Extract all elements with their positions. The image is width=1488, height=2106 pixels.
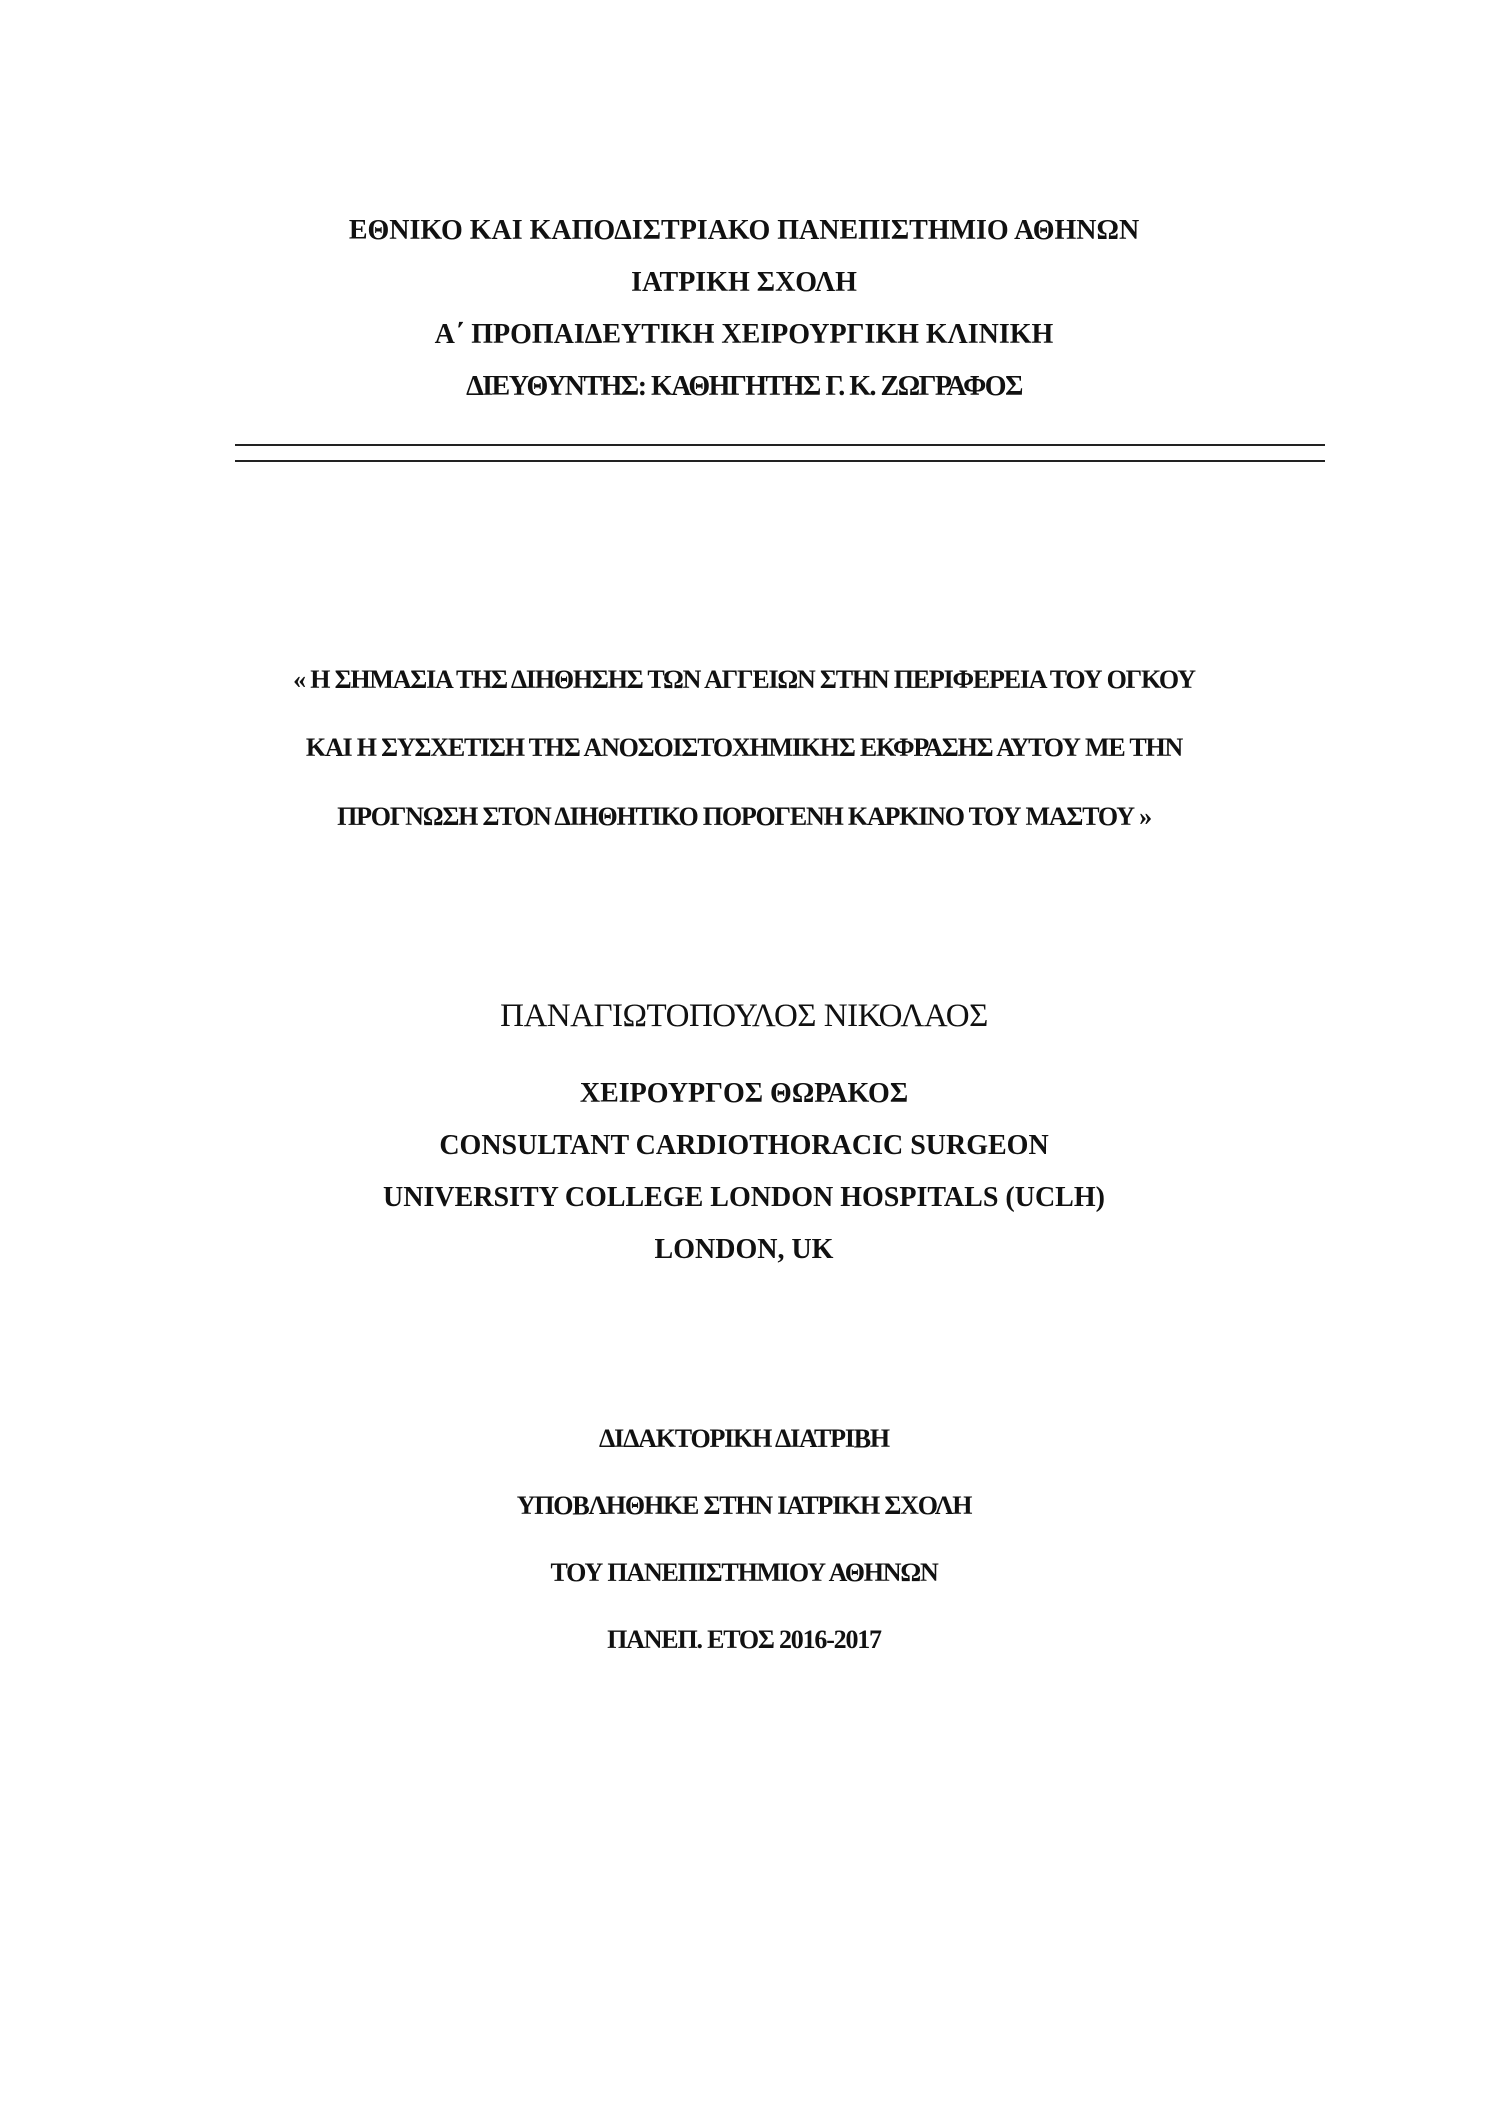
thesis-title-line-2: ΚΑΙ Η ΣΥΣΧΕΤΙΣΗ ΤΗΣ ΑΝΟΣΟΙΣΤΟΧΗΜΙΚΗΣ ΕΚΦΡΑΣΗΣ ΑΥΤΟΥ ΜΕ ΤΗΝ bbox=[305, 733, 1183, 762]
thesis-title-line-3: ΠΡΟΓΝΩΣΗ ΣΤΟΝ ΔΙΗΘΗΤΙΚΟ ΠΟΡΟΓΕΝΗ ΚΑΡΚΙΝΟ ΤΟΥ ΜΑΣΤΟΥ » bbox=[337, 802, 1151, 831]
thesis-type: ΔΙΔΑΚΤΟΡΙΚΗ ΔΙΑΤΡΙΒΗ bbox=[599, 1424, 889, 1453]
author-location: LONDON, UK bbox=[654, 1234, 834, 1265]
director-line: ΔΙΕΥΘΥΝΤΗΣ: ΚΑΘΗΓΗΤΗΣ Γ. Κ. ΖΩΓΡΑΦΟΣ bbox=[466, 371, 1022, 402]
school-name: ΙΑΤΡΙΚΗ ΣΧΟΛΗ bbox=[631, 267, 857, 298]
author-position-english: CONSULTANT CARDIOTHORACIC SURGEON bbox=[439, 1130, 1049, 1161]
thesis-university: ΤΟΥ ΠΑΝΕΠΙΣΤΗΜΙΟΥ ΑΘΗΝΩΝ bbox=[550, 1558, 938, 1587]
thesis-academic-year: ΠΑΝΕΠ. ΕΤΟΣ 2016-2017 bbox=[607, 1625, 881, 1654]
author-position-greek: ΧΕΙΡΟΥΡΓΟΣ ΘΩΡΑΚΟΣ bbox=[579, 1078, 909, 1109]
divider-rule-bottom bbox=[235, 460, 1325, 462]
university-name: ΕΘΝΙΚΟ ΚΑΙ ΚΑΠΟΔΙΣΤΡΙΑΚΟ ΠΑΝΕΠΙΣΤΗΜΙΟ ΑΘΗΝΩΝ bbox=[348, 215, 1140, 246]
divider-rule-top bbox=[235, 444, 1325, 446]
thesis-title-line-1: « Η ΣΗΜΑΣΙΑ ΤΗΣ ΔΙΗΘΗΣΗΣ ΤΩΝ ΑΓΓΕΙΩΝ ΣΤΗΝ ΠΕΡΙΦΕΡΕΙΑ ΤΟΥ ΟΓΚΟΥ bbox=[293, 665, 1195, 694]
clinic-name: Α΄ ΠΡΟΠΑΙΔΕΥΤΙΚΗ ΧΕΙΡΟΥΡΓΙΚΗ ΚΛΙΝΙΚΗ bbox=[434, 319, 1054, 350]
author-hospital: UNIVERSITY COLLEGE LONDON HOSPITALS (UCLH) bbox=[383, 1182, 1105, 1213]
author-name: ΠΑΝΑΓΙΩΤΟΠΟΥΛΟΣ ΝΙΚΟΛΑΟΣ bbox=[500, 998, 988, 1034]
thesis-submitted: ΥΠΟΒΛΗΘΗΚΕ ΣΤΗΝ ΙΑΤΡΙΚΗ ΣΧΟΛΗ bbox=[516, 1491, 972, 1520]
